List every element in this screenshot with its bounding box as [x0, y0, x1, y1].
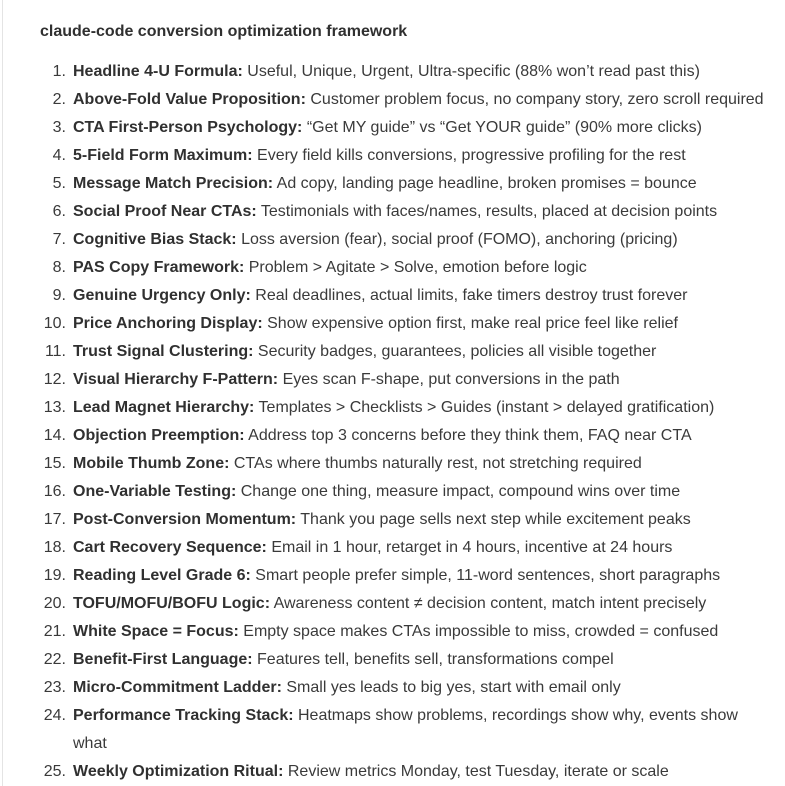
item-content: [73, 674, 771, 702]
item-number: 14.: [43, 427, 66, 444]
list-item: [40, 702, 771, 758]
item-number: 11.: [44, 343, 66, 360]
item-content: [73, 646, 771, 674]
list-item: [40, 422, 771, 450]
item-content: [73, 562, 771, 590]
item-label: Message Match Precision:: [73, 175, 274, 192]
item-label: Objection Preemption:: [73, 427, 245, 444]
item-label: PAS Copy Framework:: [73, 259, 245, 276]
framework-list: [40, 58, 771, 786]
item-text: Empty space makes CTAs impossible to miss, crowded = confused: [243, 623, 719, 640]
item-content: [73, 142, 771, 170]
item-number: 19.: [43, 567, 66, 584]
list-item: [40, 478, 771, 506]
item-number: 8.: [52, 259, 66, 276]
item-text: Security badges, guarantees, policies all visible together: [257, 343, 657, 360]
item-text: Customer problem focus, no company story, zero scroll required: [310, 91, 764, 108]
item-content: [73, 86, 771, 114]
list-item: [40, 170, 771, 198]
item-text: Problem > Agitate > Solve, emotion before logic: [248, 259, 587, 276]
item-content: [73, 534, 771, 562]
list-item: [40, 534, 771, 562]
item-content: [73, 114, 771, 142]
item-label: White Space = Focus:: [73, 623, 239, 640]
item-label: Headline 4-U Formula:: [73, 63, 243, 80]
item-label: Price Anchoring Display:: [73, 315, 263, 332]
item-text: Features tell, benefits sell, transformations compel: [257, 651, 614, 668]
item-content: [73, 366, 771, 394]
item-number: 23.: [43, 679, 66, 696]
list-item: [40, 310, 771, 338]
item-text: Real deadlines, actual limits, fake timers destroy trust forever: [255, 287, 688, 304]
item-content: [73, 338, 771, 366]
item-number: 22.: [43, 651, 66, 668]
item-number: 25.: [43, 763, 66, 780]
item-label: CTA First-Person Psychology:: [73, 119, 303, 136]
list-item: [40, 338, 771, 366]
item-number: 9.: [52, 287, 66, 304]
item-label: One-Variable Testing:: [73, 483, 237, 500]
list-item: [40, 590, 771, 618]
list-item: [40, 58, 771, 86]
item-content: [73, 310, 771, 338]
item-text: Change one thing, measure impact, compound wins over time: [240, 483, 681, 500]
item-text: Address top 3 concerns before they think them, FAQ near CTA: [248, 427, 692, 444]
item-number: 18.: [43, 539, 66, 556]
item-number: 3.: [52, 119, 66, 136]
item-label: 5-Field Form Maximum:: [73, 147, 253, 164]
list-item: [40, 114, 771, 142]
list-item: [40, 562, 771, 590]
item-text: Small yes leads to big yes, start with email only: [286, 679, 621, 696]
item-number: 12.: [43, 371, 66, 388]
list-item: [40, 646, 771, 674]
item-label: Social Proof Near CTAs:: [73, 203, 257, 220]
item-number: 20.: [43, 595, 66, 612]
item-number: 2.: [52, 91, 66, 108]
item-number: 13.: [43, 399, 66, 416]
item-content: [73, 590, 771, 618]
item-text: Thank you page sells next step while excitement peaks: [300, 511, 691, 528]
item-text: Show expensive option first, make real price feel like relief: [267, 315, 678, 332]
list-item: [40, 86, 771, 114]
left-edge-divider: [2, 0, 3, 786]
item-label: Post-Conversion Momentum:: [73, 511, 297, 528]
item-label: Reading Level Grade 6:: [73, 567, 251, 584]
list-item: [40, 282, 771, 310]
item-content: [73, 478, 771, 506]
list-item: [40, 142, 771, 170]
item-content: [73, 282, 771, 310]
item-content: [73, 422, 771, 450]
item-content: [73, 450, 771, 478]
list-item: [40, 450, 771, 478]
item-content: [73, 618, 771, 646]
list-item: [40, 366, 771, 394]
item-content: [73, 506, 771, 534]
item-content: [73, 254, 771, 282]
item-label: Performance Tracking Stack:: [73, 707, 294, 724]
item-label: Micro-Commitment Ladder:: [73, 679, 282, 696]
item-content: [73, 170, 771, 198]
item-text: Every field kills conversions, progressive profiling for the rest: [257, 147, 686, 164]
item-text: Email in 1 hour, retarget in 4 hours, incentive at 24 hours: [271, 539, 673, 556]
item-label: Visual Hierarchy F-Pattern:: [73, 371, 279, 388]
item-content: [73, 702, 771, 758]
list-item: [40, 198, 771, 226]
item-text: CTAs where thumbs naturally rest, not stretching required: [233, 455, 642, 472]
item-text: Awareness content ≠ decision content, match intent precisely: [273, 595, 707, 612]
item-number: 15.: [43, 455, 66, 472]
item-label: Weekly Optimization Ritual:: [73, 763, 284, 780]
item-text: Loss aversion (fear), social proof (FOMO), anchoring (pricing): [241, 231, 678, 248]
item-text: Useful, Unique, Urgent, Ultra-specific (88% won’t read past this): [247, 63, 700, 80]
item-content: [73, 226, 771, 254]
item-number: 10.: [43, 315, 66, 332]
item-content: [73, 394, 771, 422]
page-title: claude-code conversion optimization framework: [40, 23, 408, 40]
item-number: 16.: [43, 483, 66, 500]
list-item: [40, 254, 771, 282]
item-text: Testimonials with faces/names, results, placed at decision points: [260, 203, 718, 220]
item-content: [73, 198, 771, 226]
item-number: 6.: [52, 203, 66, 220]
item-text: Review metrics Monday, test Tuesday, iterate or scale: [287, 763, 669, 780]
item-label: Genuine Urgency Only:: [73, 287, 251, 304]
item-number: 17.: [43, 511, 66, 528]
item-number: 1.: [52, 63, 66, 80]
item-number: 7.: [52, 231, 66, 248]
item-label: Trust Signal Clustering:: [73, 343, 254, 360]
item-label: Lead Magnet Hierarchy:: [73, 399, 255, 416]
item-number: 5.: [52, 175, 66, 192]
item-text: Eyes scan F-shape, put conversions in the path: [282, 371, 620, 388]
list-item: [40, 226, 771, 254]
item-number: 24.: [43, 707, 66, 724]
item-label: Cognitive Bias Stack:: [73, 231, 237, 248]
list-item: [40, 394, 771, 422]
item-number: 21.: [43, 623, 66, 640]
list-item: [40, 674, 771, 702]
item-label: Cart Recovery Sequence:: [73, 539, 267, 556]
item-text: “Get MY guide” vs “Get YOUR guide” (90% more clicks): [306, 119, 702, 136]
item-number: 4.: [52, 147, 66, 164]
item-content: [73, 58, 771, 86]
list-item: [40, 618, 771, 646]
item-text: Smart people prefer simple, 11-word sentences, short paragraphs: [255, 567, 721, 584]
item-label: TOFU/MOFU/BOFU Logic:: [73, 595, 271, 612]
item-content: [73, 758, 771, 786]
item-text: Ad copy, landing page headline, broken promises = bounce: [276, 175, 697, 192]
item-text: Heatmaps show problems, recordings show why, events show what: [73, 707, 738, 752]
list-item: [40, 506, 771, 534]
item-text: Templates > Checklists > Guides (instant > delayed gratification): [258, 399, 715, 416]
item-label: Mobile Thumb Zone:: [73, 455, 230, 472]
list-item: [40, 758, 771, 786]
item-label: Above-Fold Value Proposition:: [73, 91, 306, 108]
item-label: Benefit-First Language:: [73, 651, 253, 668]
